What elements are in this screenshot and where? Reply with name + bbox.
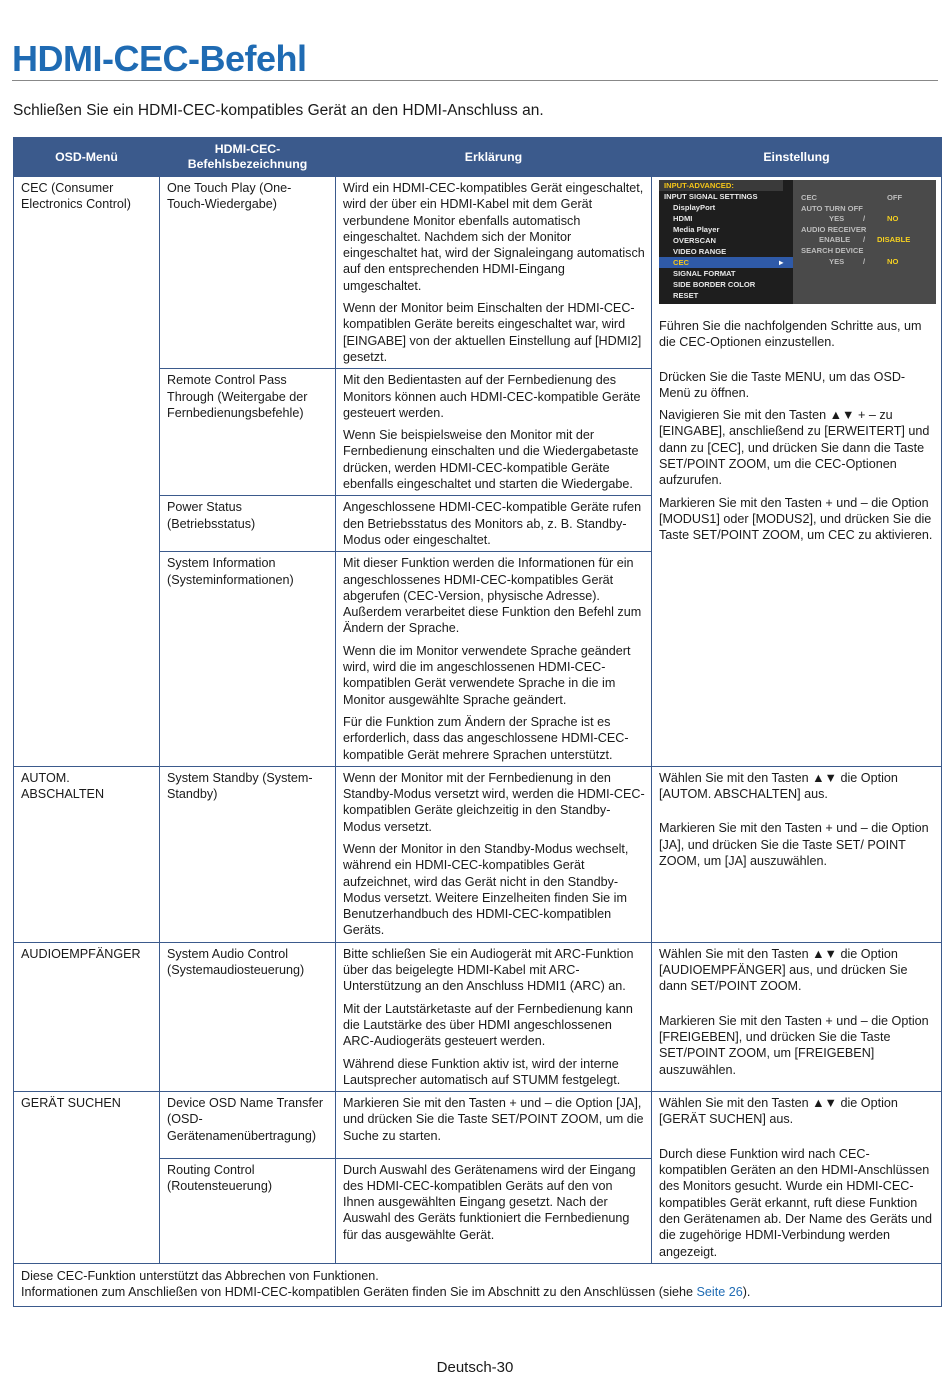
osd-option-separator: / bbox=[863, 235, 866, 245]
command-system-standby: System Standby (System-Standby) bbox=[160, 766, 336, 942]
osd-item: SIDE BORDER COLOR bbox=[673, 280, 756, 289]
table-row bbox=[14, 1092, 942, 1158]
header-command-name bbox=[160, 138, 336, 177]
table-note-row bbox=[14, 1263, 942, 1307]
paragraph: Mit den Bedientasten auf der Fernbedienung des Monitors können auch HDMI-CEC-kompatible Geräte gesteuert werden. bbox=[343, 373, 641, 420]
title-divider bbox=[12, 80, 938, 81]
command-one-touch-play: One Touch Play (One-Touch-Wiedergabe) bbox=[160, 177, 336, 369]
osd-option-row bbox=[801, 224, 930, 235]
osd-option-label: YES bbox=[829, 214, 845, 224]
cec-command-table bbox=[13, 137, 942, 1307]
paragraph: Durch diese Funktion wird nach CEC-kompatiblen Geräten an den HDMI-Anschlüssen des Monitors gesucht. Wurde ein HDMI-CEC-kompatibles Gerät erkannt, ruft diese Funktion den Gerätenamen ab. Der Name des Geräts und die zugehörige HDMI-Verbindung werden angezeigt. bbox=[659, 1146, 933, 1259]
osd-menu-screenshot bbox=[659, 180, 936, 304]
osd-item: OVERSCAN bbox=[673, 236, 717, 245]
table-header-row bbox=[14, 138, 942, 177]
table-note bbox=[14, 1263, 942, 1307]
table-row bbox=[14, 766, 942, 942]
command-device-osd-name: Device OSD Name Transfer (OSD-Gerätenamenübertragung) bbox=[160, 1092, 336, 1158]
osd-menu-list bbox=[659, 180, 793, 304]
command-routing-control: Routing Control (Routensteuerung) bbox=[160, 1158, 336, 1263]
osd-options bbox=[793, 180, 936, 304]
paragraph: Wenn der Monitor beim Einschalten der HDMI-CEC-kompatiblen Geräte bereits eingeschaltet war, wird [EINGABE] von der aktuellen Einstellung auf [HDMI2] gesetzt. bbox=[343, 301, 642, 364]
osd-item: DisplayPort bbox=[673, 203, 716, 212]
paragraph: Mit dieser Funktion werden die Informationen für ein angeschlossenes HDMI-CEC-kompatibles Gerät abgerufen (CEC-Version, physische Adresse). Außerdem verarbeitet diese Funktion den Befehl zum Ändern der Sprache. bbox=[343, 556, 642, 636]
osd-option-value: NO bbox=[887, 214, 899, 224]
command-remote-control: Remote Control Pass Through (Weitergabe der Fernbedienungsbefehle) bbox=[160, 369, 336, 496]
osd-item: RESET bbox=[673, 291, 699, 300]
explanation-system-information bbox=[336, 552, 652, 767]
paragraph: Durch Auswahl des Gerätenamens wird der Eingang des HDMI-CEC-kompatiblen Geräts auf den von Ihnen ausgewählten Eingang gesetzt. Nach der Auswahl des Geräts funktioniert die Fernbedienung für das ausgewählte Gerät. bbox=[343, 1162, 636, 1242]
command-system-information: System Information (Systeminformationen) bbox=[160, 552, 336, 767]
header-explanation: Erklärung bbox=[336, 138, 652, 177]
paragraph: Für die Funktion zum Ändern der Sprache ist es erforderlich, dass das angeschlossene HDMI-CEC-kompatible Gerät mehrere Sprachen unterstützt. bbox=[343, 714, 629, 762]
osd-option-value: DISABLE bbox=[877, 235, 911, 245]
osd-header: INPUT-ADVANCED: bbox=[659, 180, 783, 191]
osd-option-row bbox=[801, 256, 930, 267]
paragraph: Wählen Sie mit den Tasten ▲▼ die Option [AUDIOEMPFÄNGER] aus, und drücken Sie dann SET/POINT ZOOM. bbox=[659, 946, 908, 994]
osd-option-value: NO bbox=[887, 256, 899, 266]
header-command-name-text: HDMI-CEC- Befehlsbezeichnung bbox=[187, 142, 308, 171]
osd-item: VIDEO RANGE bbox=[673, 247, 727, 256]
paragraph: Wenn Sie beispielsweise den Monitor mit der Fernbedienung einschalten und die Wiedergabetaste drücken, werden HDMI-CEC-kompatible Geräte ebenfalls eingeschaltet und starten die Wiedergabe. bbox=[343, 428, 639, 492]
osd-option-separator: / bbox=[863, 256, 866, 266]
page-reference-link[interactable]: Seite 26 bbox=[696, 1285, 743, 1300]
command-system-audio-control: System Audio Control (Systemaudiosteuerung) bbox=[160, 942, 336, 1091]
arrow-right-icon: ► bbox=[777, 258, 785, 267]
setting-auto-off bbox=[652, 766, 942, 942]
paragraph: Markieren Sie mit den Tasten + und – die Option [FREIGEBEN], und drücken Sie die Taste SET/POINT ZOOM, um [FREIGEBEN] auszuwählen. bbox=[659, 1013, 929, 1077]
explanation-remote-control bbox=[336, 369, 652, 496]
command-power-status: Power Status (Betriebsstatus) bbox=[160, 496, 336, 552]
paragraph: Markieren Sie mit den Tasten + und – die Option [MODUS1] oder [MODUS2], und drücken Sie die Taste SET/POINT ZOOM, um CEC zu aktivieren. bbox=[659, 495, 933, 543]
table-row bbox=[14, 177, 942, 369]
note-line bbox=[21, 1284, 934, 1300]
note-text: Informationen zum Anschließen von HDMI-CEC-kompatiblen Geräten finden Sie im Abschnitt zu den Anschlüssen (siehe bbox=[21, 1285, 697, 1300]
explanation-system-audio-control bbox=[336, 942, 652, 1091]
paragraph: Wählen Sie mit den Tasten ▲▼ die Option [AUTOM. ABSCHALTEN] aus. bbox=[659, 770, 898, 802]
paragraph: Drücken Sie die Taste MENU, um das OSD-Menü zu öffnen. bbox=[659, 369, 906, 400]
note-text: ). bbox=[742, 1285, 751, 1300]
osd-item: INPUT SIGNAL SETTINGS bbox=[664, 192, 758, 201]
osd-menu-audio-receiver: AUDIOEMPFÄNGER bbox=[14, 942, 160, 1091]
osd-option-row bbox=[801, 203, 930, 214]
osd-option-label: AUDIO RECEIVER bbox=[801, 224, 867, 234]
osd-option-label: AUTO TURN OFF bbox=[801, 203, 863, 213]
osd-item-selected bbox=[659, 257, 793, 268]
paragraph: Bitte schließen Sie ein Audiogerät mit ARC-Funktion über das beigelegte HDMI-Kabel mit ARC-Unterstützung an den Anschluss HDMI1 (ARC) an. bbox=[343, 946, 634, 994]
explanation-power-status bbox=[336, 496, 652, 552]
osd-menu-cec: CEC (Consumer Electronics Control) bbox=[14, 177, 160, 767]
paragraph: Führen Sie die nachfolgenden Schritte aus, um die CEC-Optionen einzustellen. bbox=[659, 319, 922, 350]
explanation-routing-control bbox=[336, 1158, 652, 1263]
paragraph: Markieren Sie mit den Tasten + und – die Option [JA], und drücken Sie die Taste SET/POINT ZOOM, um die Suche zu starten. bbox=[343, 1096, 644, 1143]
explanation-system-standby bbox=[336, 766, 652, 942]
paragraph: Mit der Lautstärketaste auf der Fernbedienung kann die Lautstärke des über HDMI angeschlossenen ARC-Audiogeräts gesteuert werden. bbox=[343, 1001, 633, 1049]
intro-text: Schließen Sie ein HDMI-CEC-kompatibles Gerät an den HDMI-Anschluss an. bbox=[13, 102, 544, 119]
osd-menu-auto-off: AUTOM. ABSCHALTEN bbox=[14, 766, 160, 942]
table-row bbox=[14, 942, 942, 1091]
explanation-device-osd-name bbox=[336, 1092, 652, 1158]
paragraph: Markieren Sie mit den Tasten + und – die Option [JA], und drücken Sie die Taste SET/ POINT ZOOM, um [JA] auszuwählen. bbox=[659, 821, 929, 868]
header-osd-menu: OSD-Menü bbox=[14, 138, 160, 177]
paragraph: Navigieren Sie mit den Tasten ▲▼ + – zu [EINGABE], anschließend zu [ERWEITERT] und dann zu [CEC], und drücken Sie dann die Taste SET/POINT ZOOM, um die CEC-Optionen aufzurufen. bbox=[659, 408, 930, 488]
paragraph: Wird ein HDMI-CEC-kompatibles Gerät eingeschaltet, wird der über ein HDMI-Kabel mit dem Gerät verbundene Monitor ebenfalls automatisch eingeschaltet. Nachdem sich der Monitor eingeschaltet hat, wird der Signaleingang automatisch auf den entsprechenden HDMI-Eingang umgeschaltet. bbox=[343, 181, 645, 293]
header-setting: Einstellung bbox=[652, 138, 942, 177]
osd-option-label: SEARCH DEVICE bbox=[801, 245, 864, 255]
osd-option-value: OFF bbox=[887, 193, 903, 202]
osd-item: SIGNAL FORMAT bbox=[673, 269, 736, 278]
paragraph: Während diese Funktion aktiv ist, wird der interne Lautsprecher automatisch auf STUMM festgelegt. bbox=[343, 1056, 621, 1087]
setting-cec bbox=[652, 177, 942, 767]
paragraph: Wenn der Monitor in den Standby-Modus wechselt, während ein HDMI-CEC-kompatibles Gerät aufzeichnet, wird das Gerät nicht in den Standby-Modus versetzt. Weitere Einzelheiten finden Sie im Benutzerhandbuch des HDMI-CEC-kompatiblen Geräts. bbox=[343, 841, 629, 938]
osd-option-row bbox=[801, 245, 930, 256]
osd-option-separator: / bbox=[863, 214, 866, 224]
osd-option-row bbox=[801, 213, 930, 224]
paragraph: Wenn die im Monitor verwendete Sprache geändert wird, wird die im angeschlossenen HDMI-CEC-kompatiblen Gerät verwendete Sprache in die im Monitor ausgewählte Sprache geändert. bbox=[343, 643, 631, 707]
osd-menu-device-search: GERÄT SUCHEN bbox=[14, 1092, 160, 1264]
setting-device-search bbox=[652, 1092, 942, 1264]
osd-option-label: ENABLE bbox=[819, 235, 851, 245]
paragraph: Angeschlossene HDMI-CEC-kompatible Geräte rufen den Betriebsstatus des Monitors ab, z. B. Standby-Modus oder eingeschaltet. bbox=[343, 500, 642, 547]
note-line: Diese CEC-Funktion unterstützt das Abbrechen von Funktionen. bbox=[21, 1268, 379, 1283]
osd-option-row bbox=[801, 234, 930, 245]
setting-audio-receiver bbox=[652, 942, 942, 1091]
osd-option-label: YES bbox=[829, 256, 845, 266]
osd-item: HDMI bbox=[673, 214, 693, 223]
osd-option-label: CEC bbox=[801, 193, 818, 202]
osd-item: Media Player bbox=[673, 225, 720, 234]
explanation-one-touch-play bbox=[336, 177, 652, 369]
paragraph: Wenn der Monitor mit der Fernbedienung in den Standby-Modus versetzt wird, werden die HDMI-CEC-kompatiblen Geräte gleichzeitig in den Standby-Modus versetzt. bbox=[343, 770, 645, 834]
paragraph: Wählen Sie mit den Tasten ▲▼ die Option [GERÄT SUCHEN] aus. bbox=[659, 1096, 898, 1127]
page-title: HDMI-CEC-Befehl bbox=[12, 38, 307, 79]
osd-item-label: CEC bbox=[673, 258, 690, 267]
page-number: Deutsch-30 bbox=[436, 1359, 514, 1376]
osd-option-row bbox=[801, 192, 930, 203]
